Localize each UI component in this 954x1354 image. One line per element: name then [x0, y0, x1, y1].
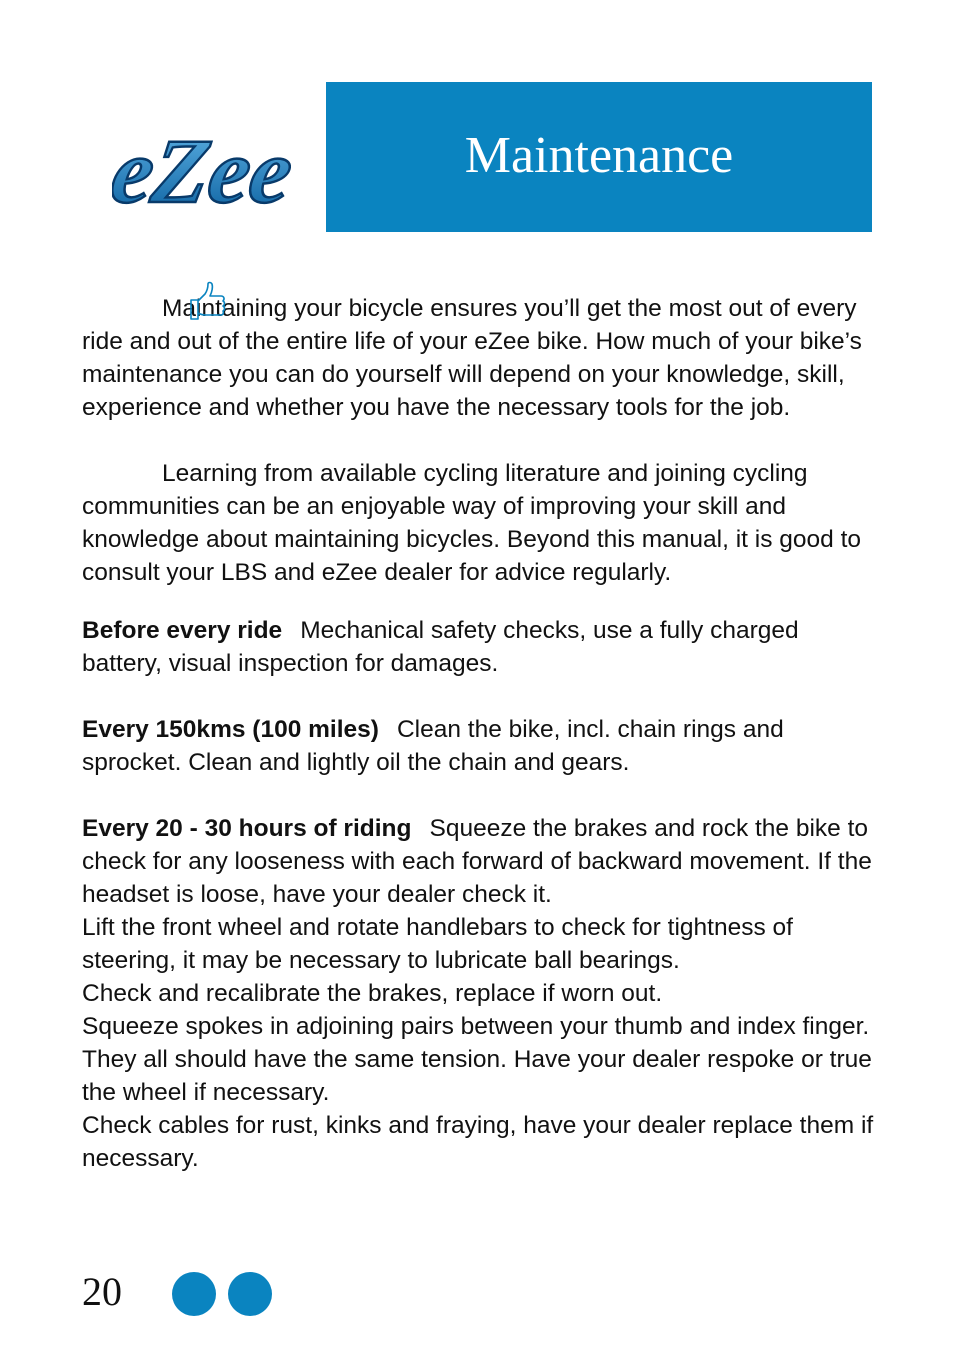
- section-every-150kms: [82, 713, 874, 779]
- page-number: 20: [82, 1269, 122, 1314]
- section-before-every-ride: [82, 614, 874, 680]
- main-content: [82, 292, 874, 1175]
- intro-text-1: Maintaining your bicycle ensures you’ll get the most out of every ride and out of the entire life of your eZee bike. How much of your bike’s maintenance you can do yourself will depend on your knowledge, skill, experience and whether you have the necessary tools for the job.: [82, 295, 862, 421]
- maintenance-line: Lift the front wheel and rotate handlebars to check for tightness of steering, it may be necessary to lubricate ball bearings.: [82, 914, 793, 974]
- section-heading: Before every ride: [82, 617, 283, 644]
- decorative-dot: [228, 1272, 272, 1316]
- maintenance-line: Squeeze spokes in adjoining pairs between your thumb and index finger. They all should have the same tension. Have your dealer respoke or true the wheel if necessary.: [82, 1013, 872, 1106]
- logo-lettering: eZee: [112, 120, 299, 222]
- page-title: Maintenance: [464, 127, 734, 184]
- section-text: Clean the bike, incl. chain rings and sprocket. Clean and lightly oil the chain and gears.: [82, 716, 784, 776]
- section-text: Mechanical safety checks, use a fully charged battery, visual inspection for damages.: [82, 617, 799, 677]
- thumbs-up-icon: [107, 280, 147, 324]
- section-text: Squeeze the brakes and rock the bike to check for any looseness with each forward of backward movement. If the headset is loose, have your dealer check it.: [82, 815, 872, 908]
- maintenance-line: Check and recalibrate the brakes, replace if worn out.: [82, 980, 663, 1007]
- section-heading: Every 150kms (100 miles): [82, 716, 379, 743]
- section-every-20-30-hours: [82, 812, 874, 911]
- ezee-logo-graphic: [112, 90, 317, 225]
- section-heading: Every 20 - 30 hours of riding: [82, 815, 412, 842]
- intro-paragraph-1: [82, 292, 874, 424]
- ezee-logo: [112, 90, 317, 225]
- intro-paragraph-2: Learning from available cycling literature and joining cycling communities can be an enjoyable way of improving your skill and knowledge about maintaining bicycles. Beyond this manual, it is good to consult your LBS and eZee dealer for advice regularly.: [82, 460, 862, 586]
- decorative-dot: [172, 1272, 216, 1316]
- maintenance-line: Check cables for rust, kinks and fraying, have your dealer replace them if necessary.: [82, 1112, 874, 1172]
- title-banner: [326, 82, 872, 232]
